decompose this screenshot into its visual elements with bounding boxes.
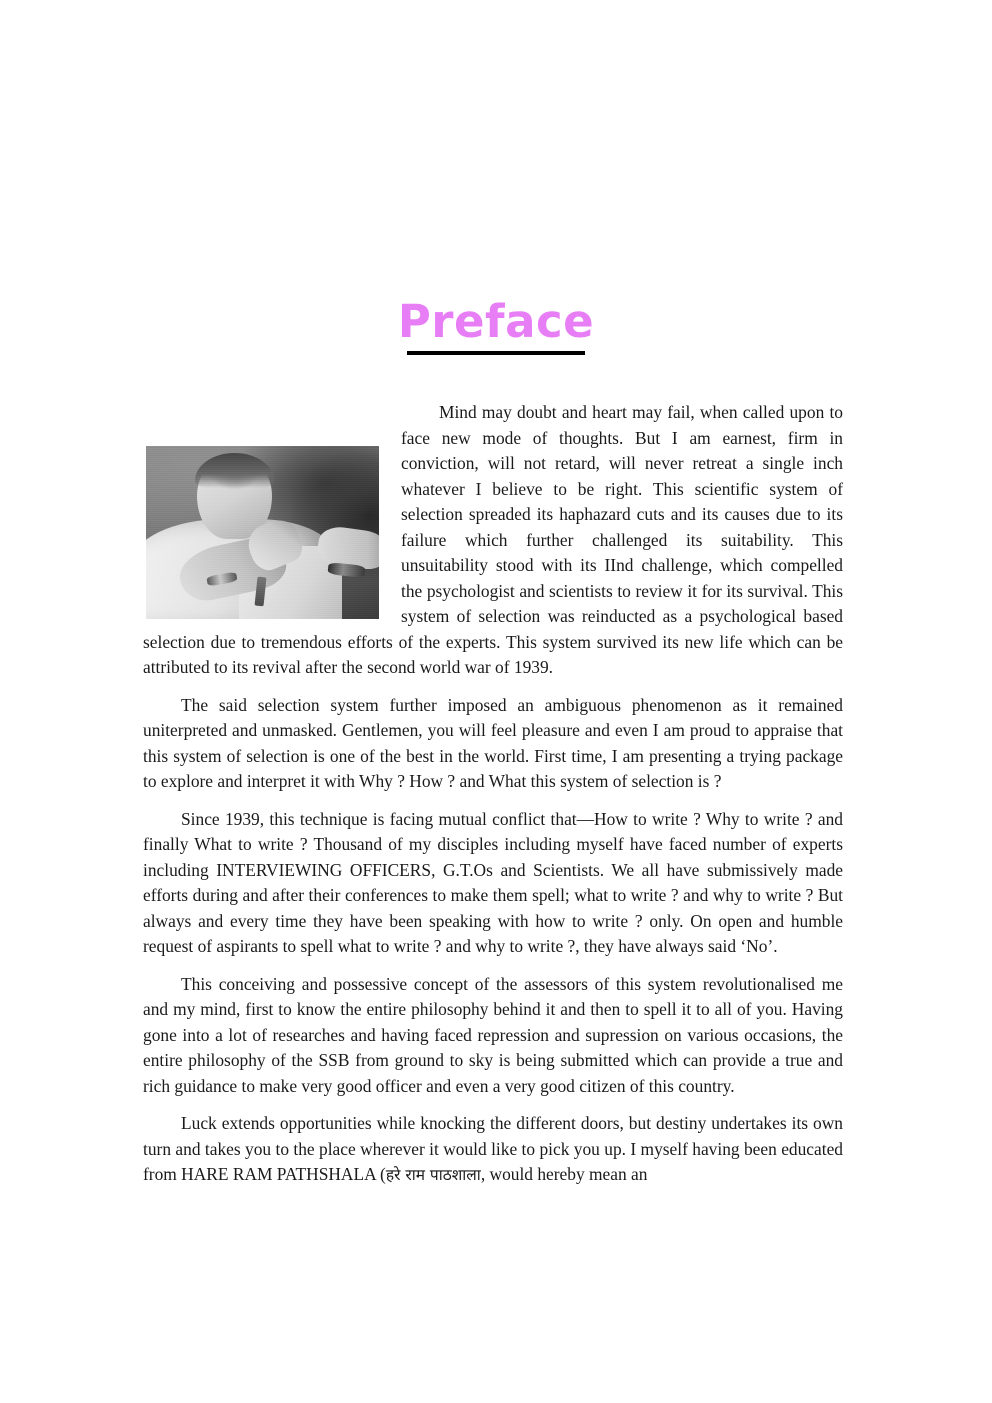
final-paragraph-lead: Luck extends opportunities while knocking the different doors, but destiny undertakes its own turn and takes you to the place wherever it would like to pick you up. I myself having been educated from HARE RAM PATHSHALA ( xyxy=(143,1113,843,1184)
final-paragraph-tail: , would hereby mean an xyxy=(480,1164,648,1184)
photo-grain-overlay xyxy=(146,446,379,619)
paragraph: This conceiving and possessive concept of the assessors of this system revolutionalised me and my mind, first to know the entire philosophy behind it and then to spell it to all of you. Having gone into a lot of researches and having faced repression and supression on various occasions, the entire philosophy of the SSB from ground to sky is being submitted which can provide a true and rich guidance to make very good officer and even a very good citizen of this country. xyxy=(143,973,843,1096)
page-title: Preface xyxy=(397,295,595,348)
final-paragraph-devanagari: हरे राम पाठशाला xyxy=(385,1166,481,1184)
paragraph: Mind may doubt and heart may fail, when called upon to face new mode of thoughts. But I am earnest, firm in conviction, will not retard, will never retreat a single inch whatever I believe to be right. This scientific system of selection spreaded its haphazard cuts and its causes due to its failure which further challenged its suitability. This unsuitability stood with its IInd challenge, which compelled the psychologist and scientists to review it for its survival. This system of selection was reinducted as a psychological based selection due to tremendous efforts of the experts. This system survived its new life which can be attributed to its revival after the second world war of 1939. xyxy=(143,402,843,677)
body-text-column xyxy=(143,400,843,1189)
author-photo-figure xyxy=(146,446,379,619)
paragraph: The said selection system further imposed an ambiguous phenomenon as it remained uniterpreted and unmasked. Gentlemen, you will feel pleasure and even I am proud to appraise that this system of selection is one of the best in the world. First time, I am presenting a trying package to explore and interpret it with Why ? How ? and What this system of selection is ? xyxy=(143,694,843,791)
title-underline-rule xyxy=(407,351,585,355)
paragraph-final xyxy=(143,1111,843,1189)
page-title-block xyxy=(0,296,992,355)
paragraph: Since 1939, this technique is facing mutual conflict that—How to write ? Why to write ? and finally What to write ? Thousand of my disciples including myself have faced number of experts including INTERVIEWING OFFICERS, G.T.Os and Scientists. We all have submissively made efforts during and after their conferences to make them spell; what to write ? and why to write ? But always and every time they have been speaking with how to write ? only. On open and humble request of aspirants to spell what to write ? and why to write ?, they have always said ‘No’. xyxy=(143,808,843,956)
author-photograph xyxy=(146,446,379,619)
